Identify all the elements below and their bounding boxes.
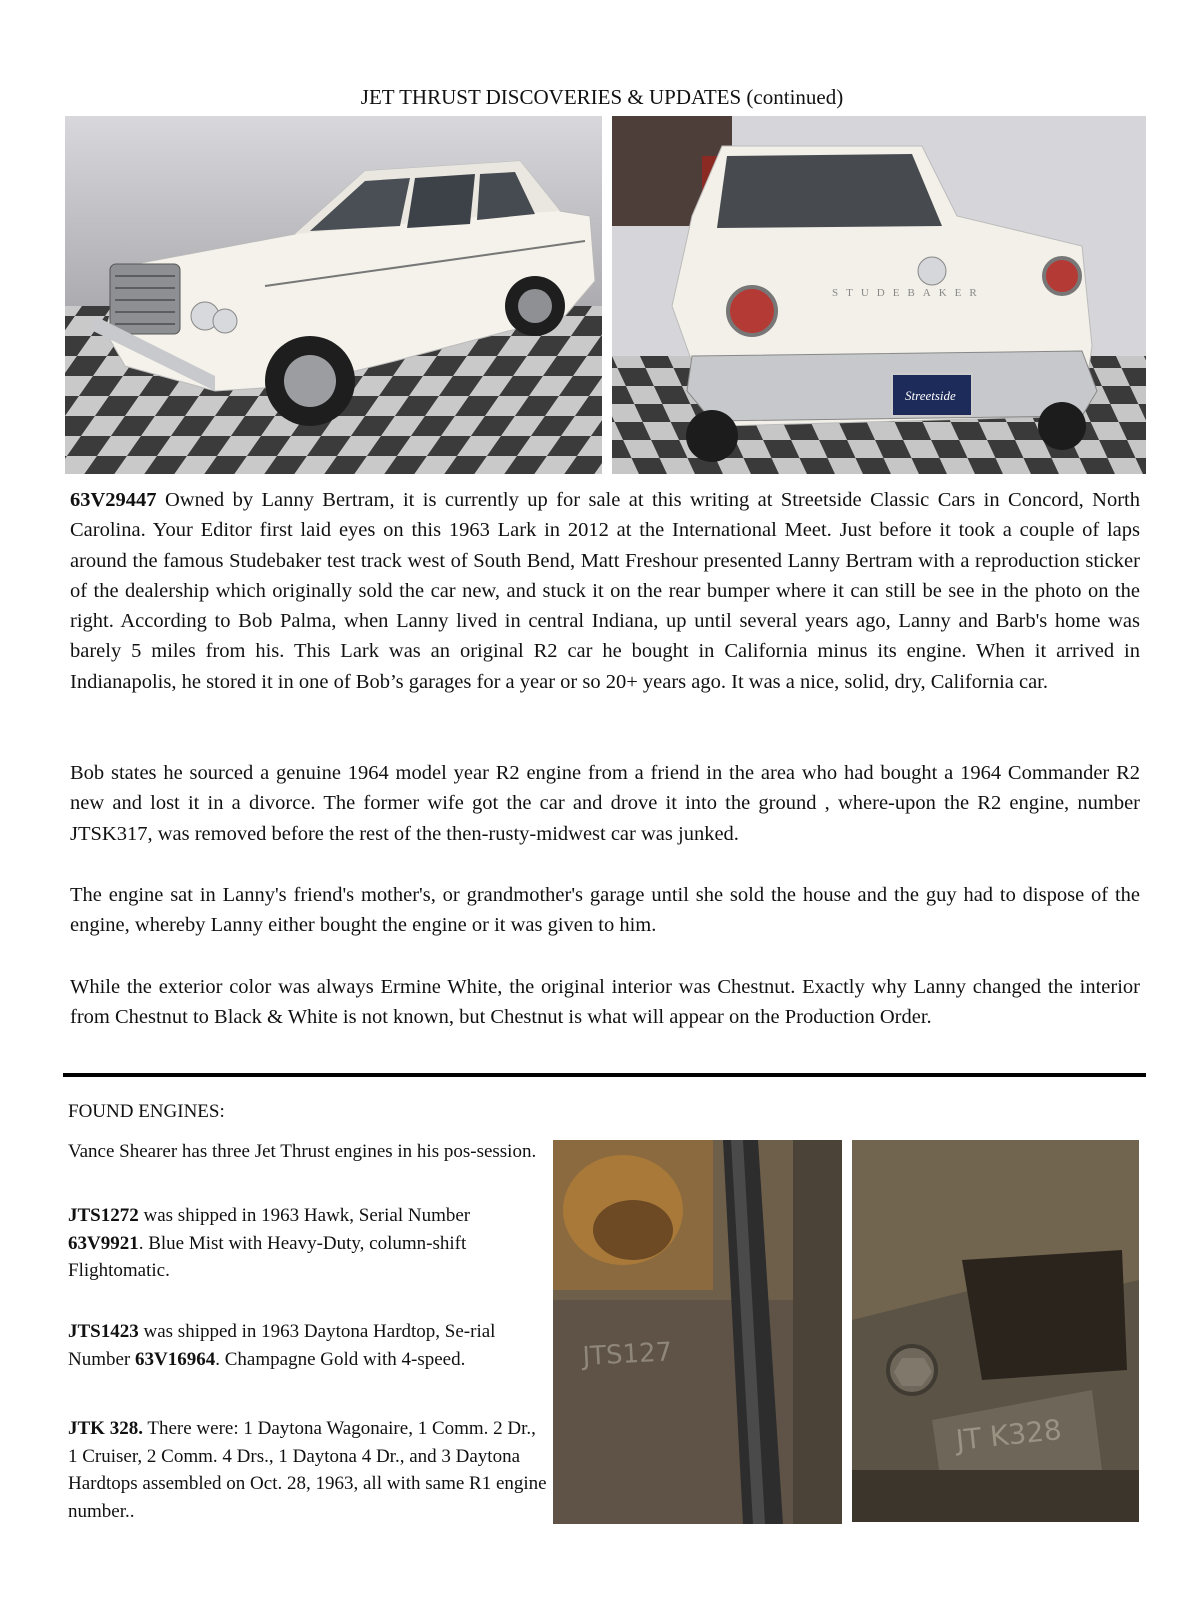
serial-63V29447: 63V29447 <box>70 489 157 511</box>
section-divider <box>63 1073 1146 1077</box>
engine-stamp-1-text: JTS127 <box>581 1337 673 1372</box>
found-engines-heading: FOUND ENGINES: <box>68 1101 225 1122</box>
article-paragraph-4: While the exterior color was always Ermine White, the original interior was Chestnut. Exactly why Lanny changed the interior from Chestnut to Black & White is not known, but Chestnut is what will appear on the Production Order. <box>70 976 1140 1029</box>
engine-stamp-2-text: JT K328 <box>954 1413 1064 1457</box>
engine-entry-jtk328: JTK 328. There were: 1 Daytona Wagonaire, 1 Comm. 2 Dr., 1 Cruiser, 2 Comm. 4 Drs., 1 Daytona 4 Dr., and 3 Daytona Hardtops assembled on Oct. 28, 1963, all with same R1 engine number.. <box>68 1418 547 1522</box>
trunk-script-text: STUDEBAKER <box>832 287 985 299</box>
license-plate-text: Streetside <box>905 388 956 403</box>
engine-entry-jts1423: JTS1423 was shipped in 1963 Daytona Hardtop, Se-rial Number 63V16964. Champagne Gold with 4-speed. <box>68 1321 496 1370</box>
car-rear-photo <box>612 116 1146 474</box>
article-paragraph-2: Bob states he sourced a genuine 1964 model year R2 engine from a friend in the area who had bought a 1964 Commander R2 new and lost it in a divorce. The former wife got the car and drove it into the ground , where-upon the R2 engine, number JTSK317, was removed before the rest of the then-rusty-midwest car was junked. <box>70 762 1140 845</box>
engine-stamp-photo-2 <box>852 1140 1139 1522</box>
article-paragraph-1: 63V29447 Owned by Lanny Bertram, it is currently up for sale at this writing at Streetside Classic Cars in Concord, North Carolina. Your Editor first laid eyes on this 1963 Lark in 2012 at the International Meet. Just before it took a couple of laps around the famous Studebaker test track west of South Bend, Matt Freshour presented Lanny Bertram with a reproduction sticker of the dealership which originally sold the car new, and stuck it on the rear bumper where it can still be see in the photo on the right. According to Bob Palma, when Lanny lived in central Indiana, up until several years ago, Lanny and Barb's home was barely 5 miles from his. This Lark was an original R2 car he bought in California minus its engine. When it arrived in Indianapolis, he stored it in one of Bob’s garages for a year or so 20+ years ago. It was a nice, solid, dry, California car. <box>70 489 1140 693</box>
car-front-photo <box>65 116 602 474</box>
article-paragraph-3: The engine sat in Lanny's friend's mother's, or grandmother's garage until she sold the house and the guy had to dispose of the engine, whereby Lanny either bought the engine or it was given to him. <box>70 884 1140 937</box>
page-title: JET THRUST DISCOVERIES & UPDATES (continued) <box>360 85 844 109</box>
found-intro: Vance Shearer has three Jet Thrust engines in his pos-session. <box>68 1141 537 1162</box>
engine-entry-jts1272: JTS1272 was shipped in 1963 Hawk, Serial Number 63V9921. Blue Mist with Heavy-Duty, column-shift Flightomatic. <box>68 1205 471 1281</box>
engine-stamp-photo-1 <box>553 1140 842 1524</box>
